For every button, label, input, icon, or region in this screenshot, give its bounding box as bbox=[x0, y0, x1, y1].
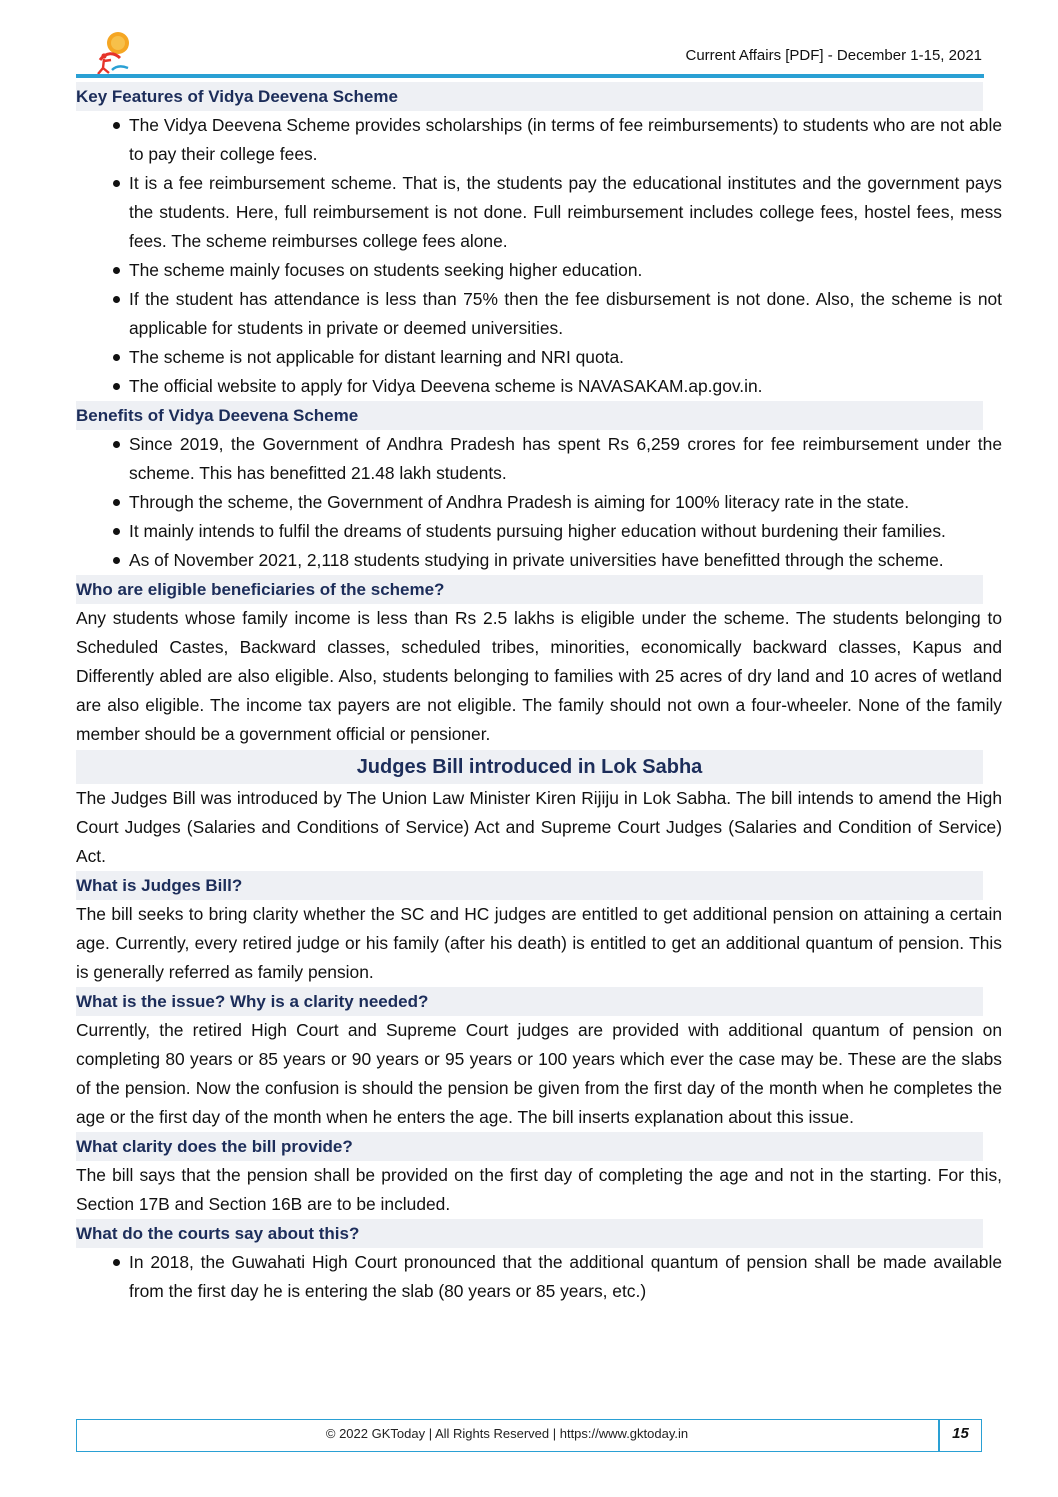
list-item: The official website to apply for Vidya Deevena scheme is NAVASAKAM.ap.gov.in. bbox=[129, 372, 1002, 401]
courts-list bbox=[76, 1248, 1002, 1306]
page-footer bbox=[76, 1419, 982, 1452]
gktoday-logo-icon bbox=[94, 30, 134, 76]
page-number: 15 bbox=[952, 1425, 969, 1442]
what-is-paragraph: The bill seeks to bring clarity whether the SC and HC judges are entitled to get additional pension on attaining a certain age. Currently, every retired judge or his family (after his death) is entitled to get an additional quantum of pension. This is generally referred as family pension. bbox=[76, 904, 1002, 982]
page-content bbox=[76, 82, 1002, 1306]
list-item: The Vidya Deevena Scheme provides scholarships (in terms of fee reimbursements) to students who are not able to pay their college fees. bbox=[129, 111, 1002, 169]
section-heading-benefits: Benefits of Vidya Deevena Scheme bbox=[76, 401, 983, 430]
judges-intro-paragraph: The Judges Bill was introduced by The Union Law Minister Kiren Rijiju in Lok Sabha. The bill intends to amend the High Court Judges (Salaries and Conditions of Service) Act and Supreme Court Judges (Salaries and Condition of Service) Act. bbox=[76, 788, 1002, 866]
clarity-paragraph: The bill says that the pension shall be provided on the first day of completing the age and not in the starting. For this, Section 17B and Section 16B are to be included. bbox=[76, 1165, 1002, 1214]
section-heading-what-is: What is Judges Bill? bbox=[76, 871, 983, 900]
header-divider bbox=[76, 74, 984, 78]
list-item: Since 2019, the Government of Andhra Pradesh has spent Rs 6,259 crores for fee reimbursement under the scheme. This has benefitted 21.48 lakh students. bbox=[129, 430, 1002, 488]
footer-copyright: © 2022 GKToday | All Rights Reserved | https://www.gktoday.in bbox=[325, 1426, 689, 1441]
article-title: Judges Bill introduced in Lok Sabha bbox=[76, 750, 983, 784]
section-heading-courts: What do the courts say about this? bbox=[76, 1219, 983, 1248]
section-heading-key-features: Key Features of Vidya Deevena Scheme bbox=[76, 82, 983, 111]
list-item: It mainly intends to fulfil the dreams of students pursuing higher education without burdening their families. bbox=[129, 517, 1002, 546]
list-item: If the student has attendance is less than 75% then the fee disbursement is not done. Also, the scheme is not applicable for students in private or deemed universities. bbox=[129, 285, 1002, 343]
benefits-list bbox=[76, 430, 1002, 575]
header-title: Current Affairs [PDF] - December 1-15, 2021 bbox=[685, 47, 982, 64]
list-item: The scheme mainly focuses on students seeking higher education. bbox=[129, 256, 1002, 285]
eligible-paragraph: Any students whose family income is less than Rs 2.5 lakhs is eligible under the scheme. The students belonging to Scheduled Castes, Backward classes, scheduled tribes, minorities, economically backward classes, Kapus and Differently abled are also eligible. Also, students belonging to families with 25 acres of dry land and 10 acres of wetland are also eligible. The income tax payers are not eligible. The family should not own a four-wheeler. None of the family member should be a government official or pensioner. bbox=[76, 608, 1002, 744]
section-heading-issue: What is the issue? Why is a clarity needed? bbox=[76, 987, 983, 1016]
issue-paragraph: Currently, the retired High Court and Supreme Court judges are provided with additional quantum of pension on completing 80 years or 85 years or 90 years or 95 years or 100 years which ever the case may be. These are the slabs of the pension. Now the confusion is should the pension be given from the first day of the month when he completes the age or the first day of the month when he enters the age. The bill inserts explanation about this issue. bbox=[76, 1020, 1002, 1127]
section-heading-eligible: Who are eligible beneficiaries of the scheme? bbox=[76, 575, 983, 604]
list-item: It is a fee reimbursement scheme. That is, the students pay the educational institutes and the government pays the students. Here, full reimbursement is not done. Full reimbursement includes college fees, hostel fees, mess fees. The scheme reimburses college fees alone. bbox=[129, 169, 1002, 256]
list-item: In 2018, the Guwahati High Court pronounced that the additional quantum of pension shall be made available from the first day he is entering the slab (80 years or 85 years, etc.) bbox=[129, 1248, 1002, 1306]
key-features-list bbox=[76, 111, 1002, 401]
page-header bbox=[76, 30, 984, 76]
section-heading-clarity: What clarity does the bill provide? bbox=[76, 1132, 983, 1161]
list-item: The scheme is not applicable for distant learning and NRI quota. bbox=[129, 343, 1002, 372]
list-item: Through the scheme, the Government of Andhra Pradesh is aiming for 100% literacy rate in the state. bbox=[129, 488, 1002, 517]
list-item: As of November 2021, 2,118 students studying in private universities have benefitted through the scheme. bbox=[129, 546, 1002, 575]
